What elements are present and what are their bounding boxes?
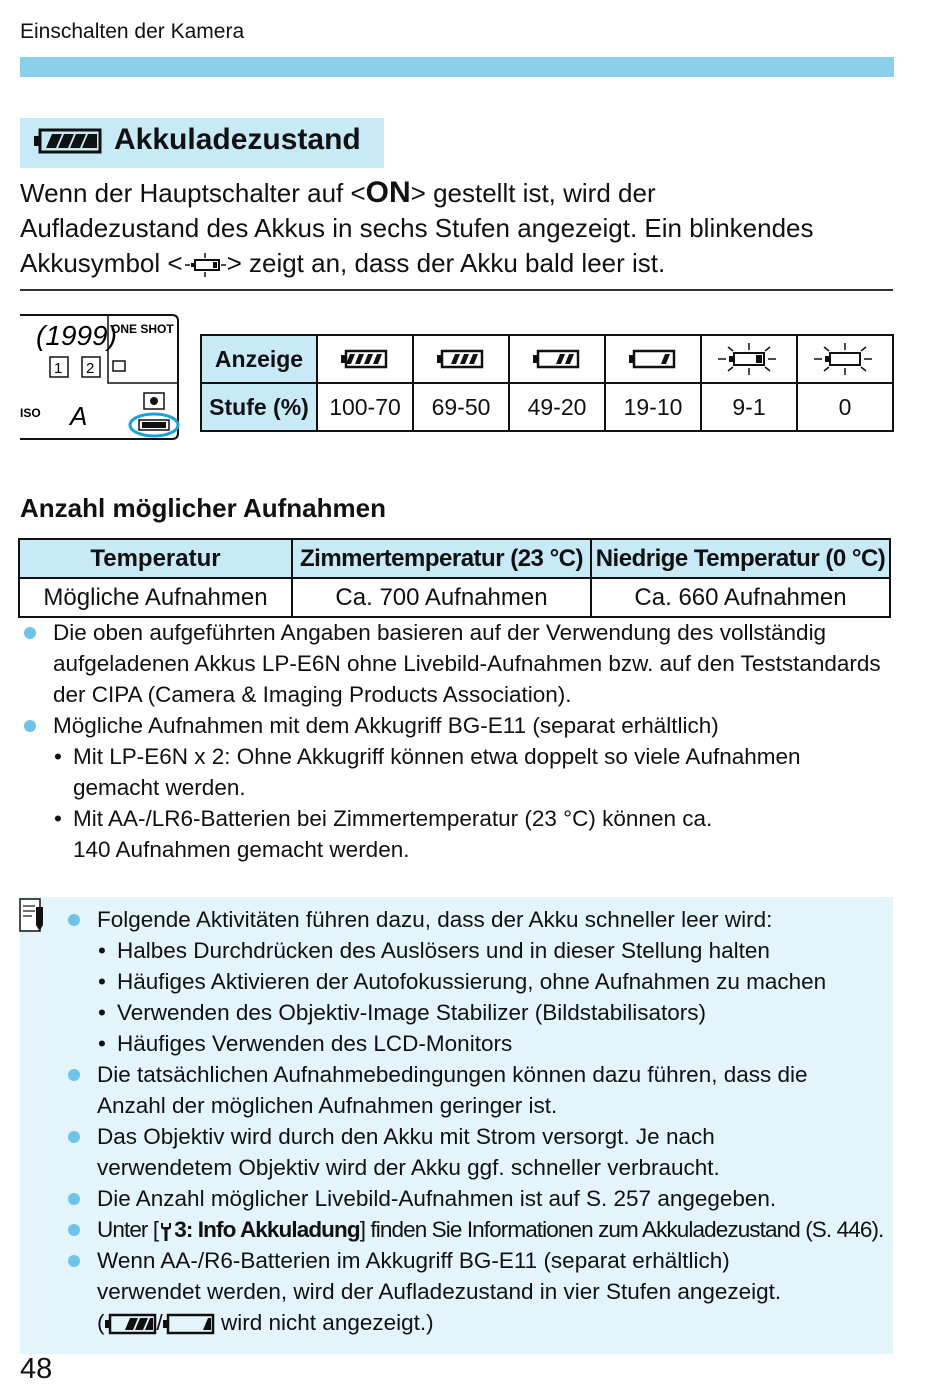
sub-list-item: • Halbes Durchdrücken des Auslösers und in dieser Stellung halten [98,938,770,963]
level-cell: 0 [797,383,893,431]
running-header: Einschalten der Kamera [20,20,245,43]
battery-blink-icon [183,252,227,278]
lcd-num2: 2 [86,360,95,377]
lcd-shots-count: (1999) [36,320,117,351]
battery-full-icon [34,128,102,154]
lcd-mode: A [70,401,88,431]
head-level: Stufe (%) [201,383,317,431]
bullet-icon [24,720,36,732]
battery-blink-icon [716,342,782,376]
lcd-one-shot: ONE SHOT [111,322,174,336]
section-title: Akkuladezustand [114,123,361,156]
list-item: Das Objektiv wird durch den Akku mit Strom versorgt. Je nach verwendetem Objektiv wird der Akku ggf. schneller verbraucht. [62,1121,892,1183]
battery-display-row [201,335,893,383]
level-cell: 100-70 [317,383,413,431]
shots-table [18,538,891,618]
sub-list-item: • Mit LP-E6N x 2: Ohne Akkugriff können etwa doppelt so viele Aufnahmen gemacht werden. [54,744,801,800]
intro-line-3: Akkusymbol < > zeigt an, dass der Akku bald leer ist. [20,248,666,278]
battery-icon [428,342,494,376]
intro-line-2: Aufladezustand des Akkus in sechs Stufen angezeigt. Ein blinkendes [20,213,814,243]
battery-level-table [200,334,894,432]
shots-value-row [19,578,890,617]
menu-reference: 3: Info Akkuladung [174,1217,360,1242]
list-item: Unter [ 3: Info Akkuladung] finden Sie Informationen zum Akkuladezustand (S. 446). [62,1214,892,1245]
note-list [62,904,892,1338]
list-item: Die Anzahl möglicher Livebild-Aufnahmen ist auf S. 257 angegeben. [62,1183,892,1214]
level-cell: 49-20 [509,383,605,431]
wrench-icon [158,1221,174,1241]
col-temperature: Temperatur [19,539,292,578]
col-room-temp: Zimmertemperatur (23 °C) [292,539,591,578]
battery-icon-cell [701,335,797,383]
room-value: Ca. 700 Aufnahmen [292,578,591,617]
bullet-icon [68,914,80,926]
battery-icon [332,342,398,376]
bullet-icon [68,1255,80,1267]
lcd-panel-illustration [20,313,180,441]
on-symbol: ON [365,176,411,209]
battery-icon-cell [605,335,701,383]
low-value: Ca. 660 Aufnahmen [591,578,890,617]
list-item: Die oben aufgeführten Angaben basieren auf der Verwendung des vollständig aufgeladenen Akkus LP-E6N ohne Livebild-Aufnahmen bzw. auf den Teststandards der CIPA (Camera & Imaging Products Association). [18,617,898,710]
header-bar [20,57,894,77]
intro-paragraph [20,175,900,281]
level-cell: 9-1 [701,383,797,431]
list-item: Die tatsächlichen Aufnahmebedingungen können dazu führen, dass die Anzahl der möglichen Aufnahmen geringer ist. [62,1059,892,1121]
battery-icon [620,342,686,376]
bullet-icon [68,1069,80,1081]
battery-icon [524,342,590,376]
lcd-iso: ISO [20,406,41,420]
bullet-icon [68,1224,80,1236]
col-low-temp: Niedrige Temperatur (0 °C) [591,539,890,578]
bullet-icon [68,1193,80,1205]
divider [20,289,893,291]
battery-one-bar-icon [163,1313,215,1335]
list-item: Wenn AA-/R6-Batterien im Akkugriff BG-E11 (separat erhältlich) verwendet werden, wird der Aufladezustand in vier Stufen angezeigt. ( / wird nicht angezeigt.) [62,1245,892,1338]
sub-list-item: • Verwenden des Objektiv-Image Stabilizer (Bildstabilisators) [98,1000,707,1025]
row-label: Mögliche Aufnahmen [19,578,292,617]
list-item: Mögliche Aufnahmen mit dem Akkugriff BG-E11 (separat erhältlich) [18,710,898,741]
battery-icon-cell [797,335,893,383]
sub-list-item: • Häufiges Verwenden des LCD-Monitors [98,1031,513,1056]
battery-icon-cell [317,335,413,383]
sub-list-item: • Mit AA-/LR6-Batterien bei Zimmertemperatur (23 °C) können ca. 140 Aufnahmen gemacht werden. [54,806,713,862]
note-pencil-icon [18,897,48,933]
head-display: Anzeige [201,335,317,383]
notes-list [18,617,898,865]
level-cell: 19-10 [605,383,701,431]
battery-icon-cell [509,335,605,383]
bullet-icon [68,1131,80,1143]
battery-blink-icon [812,342,878,376]
shots-header-row [19,539,890,578]
intro-line-1: Wenn der Hauptschalter auf <ON> gestellt ist, wird der [20,176,656,209]
level-cell: 69-50 [413,383,509,431]
battery-three-bars-icon [105,1313,157,1335]
list-item: Folgende Aktivitäten führen dazu, dass der Akku schneller leer wird: [62,904,892,935]
shots-heading: Anzahl möglicher Aufnahmen [20,493,386,523]
lcd-num1: 1 [54,360,63,377]
sub-list-item: • Häufiges Aktivieren der Autofokussierung, ohne Aufnahmen zu machen [98,969,827,994]
battery-icon-cell [413,335,509,383]
bullet-icon [24,627,36,639]
page-number: 48 [20,1353,53,1385]
battery-level-row [201,383,893,431]
